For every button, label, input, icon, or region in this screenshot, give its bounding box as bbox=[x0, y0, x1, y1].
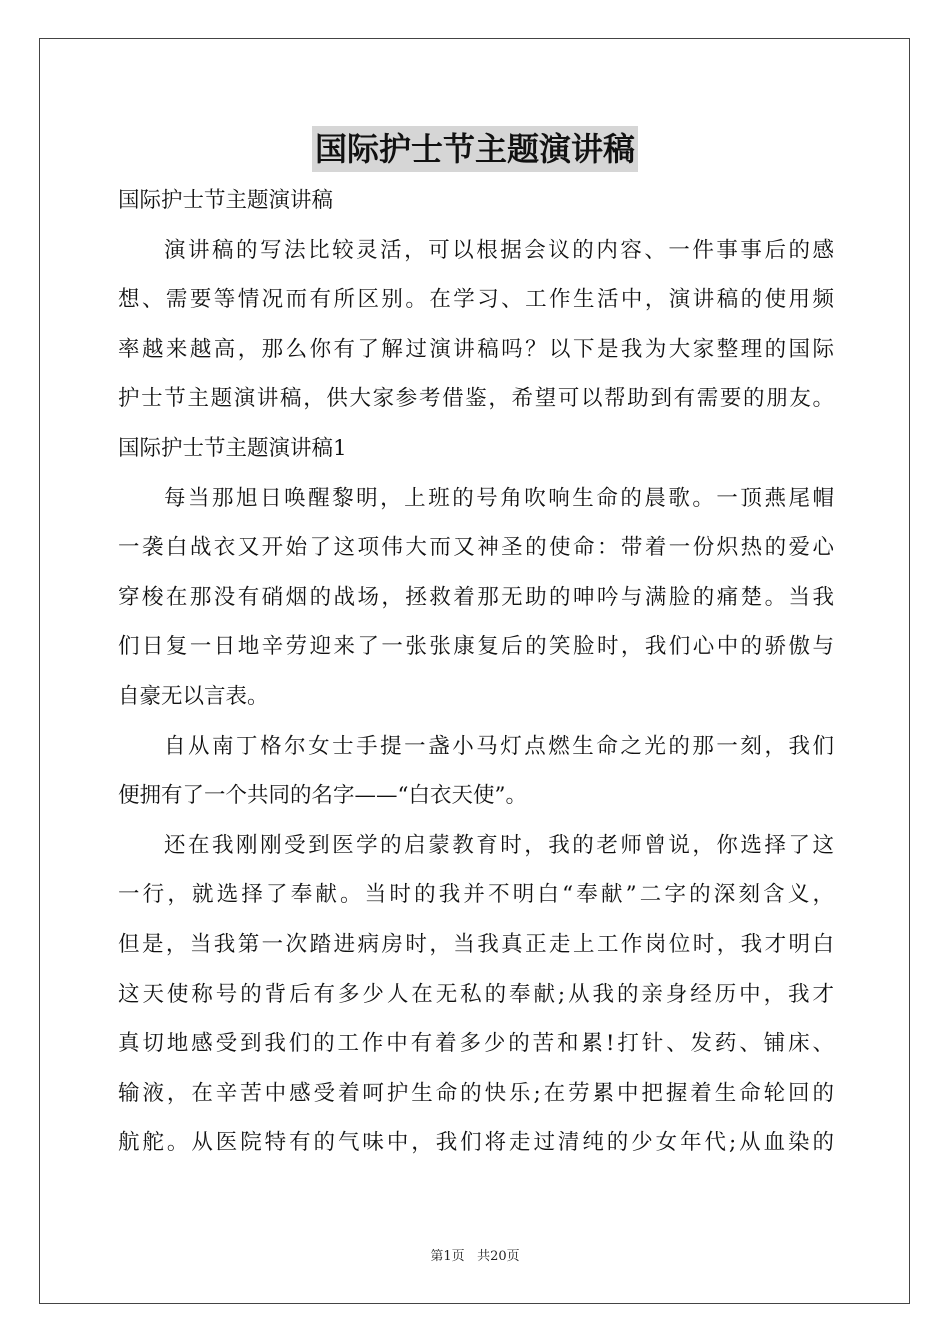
body-line: 一行，就选择了奉献。当时的我并不明白“奉献”二字的深刻含义， bbox=[118, 882, 834, 908]
body-line: 自豪无以言表。 bbox=[118, 683, 269, 709]
document-title: 国际护士节主题演讲稿 bbox=[312, 126, 638, 172]
body-line: 输液，在辛苦中感受着呵护生命的快乐;在劳累中把握着生命轮回的 bbox=[118, 1080, 834, 1106]
page-total: 共20页 bbox=[477, 1249, 520, 1264]
body-line: 率越来越高，那么你有了解过演讲稿吗？以下是我为大家整理的国际 bbox=[118, 336, 834, 362]
body-line: 想、需要等情况而有所区别。在学习、工作生活中，演讲稿的使用频 bbox=[118, 287, 834, 313]
body-line: 国际护士节主题演讲稿1 bbox=[118, 435, 347, 461]
body-line: 航舵。从医院特有的气味中，我们将走过清纯的少女年代;从血染的 bbox=[118, 1130, 834, 1156]
body-line: 但是，当我第一次踏进病房时，当我真正走上工作岗位时，我才明白 bbox=[118, 931, 834, 957]
body-line: 便拥有了一个共同的名字——“白衣天使”。 bbox=[118, 783, 527, 809]
body-line: 每当那旭日唤醒黎明，上班的号角吹响生命的晨歌。一顶燕尾帽 bbox=[164, 485, 834, 511]
body-line: 们日复一日地辛劳迎来了一张张康复后的笑脸时，我们心中的骄傲与 bbox=[118, 634, 834, 660]
body-line: 演讲稿的写法比较灵活，可以根据会议的内容、一件事事后的感 bbox=[164, 237, 834, 263]
body-line: 这天使称号的背后有多少人在无私的奉献;从我的亲身经历中，我才 bbox=[118, 981, 834, 1007]
title-container bbox=[0, 126, 950, 172]
body-line: 一袭白战衣又开始了这项伟大而又神圣的使命：带着一份炽热的爱心 bbox=[118, 535, 834, 561]
page-footer bbox=[0, 1248, 950, 1266]
body-line: 还在我刚刚受到医学的启蒙教育时，我的老师曾说，你选择了这 bbox=[164, 832, 834, 858]
page-number: 第1页 bbox=[430, 1249, 465, 1264]
body-line: 国际护士节主题演讲稿 bbox=[118, 188, 334, 213]
body-line: 穿梭在那没有硝烟的战场，拯救着那无助的呻吟与满脸的痛楚。当我 bbox=[118, 584, 834, 610]
body-line: 真切地感受到我们的工作中有着多少的苦和累!打针、发药、铺床、 bbox=[118, 1031, 834, 1057]
body-line: 护士节主题演讲稿，供大家参考借鉴，希望可以帮助到有需要的朋友。 bbox=[118, 386, 834, 412]
body-line: 自从南丁格尔女士手提一盏小马灯点燃生命之光的那一刻，我们 bbox=[164, 733, 834, 759]
document-body bbox=[118, 176, 834, 1168]
